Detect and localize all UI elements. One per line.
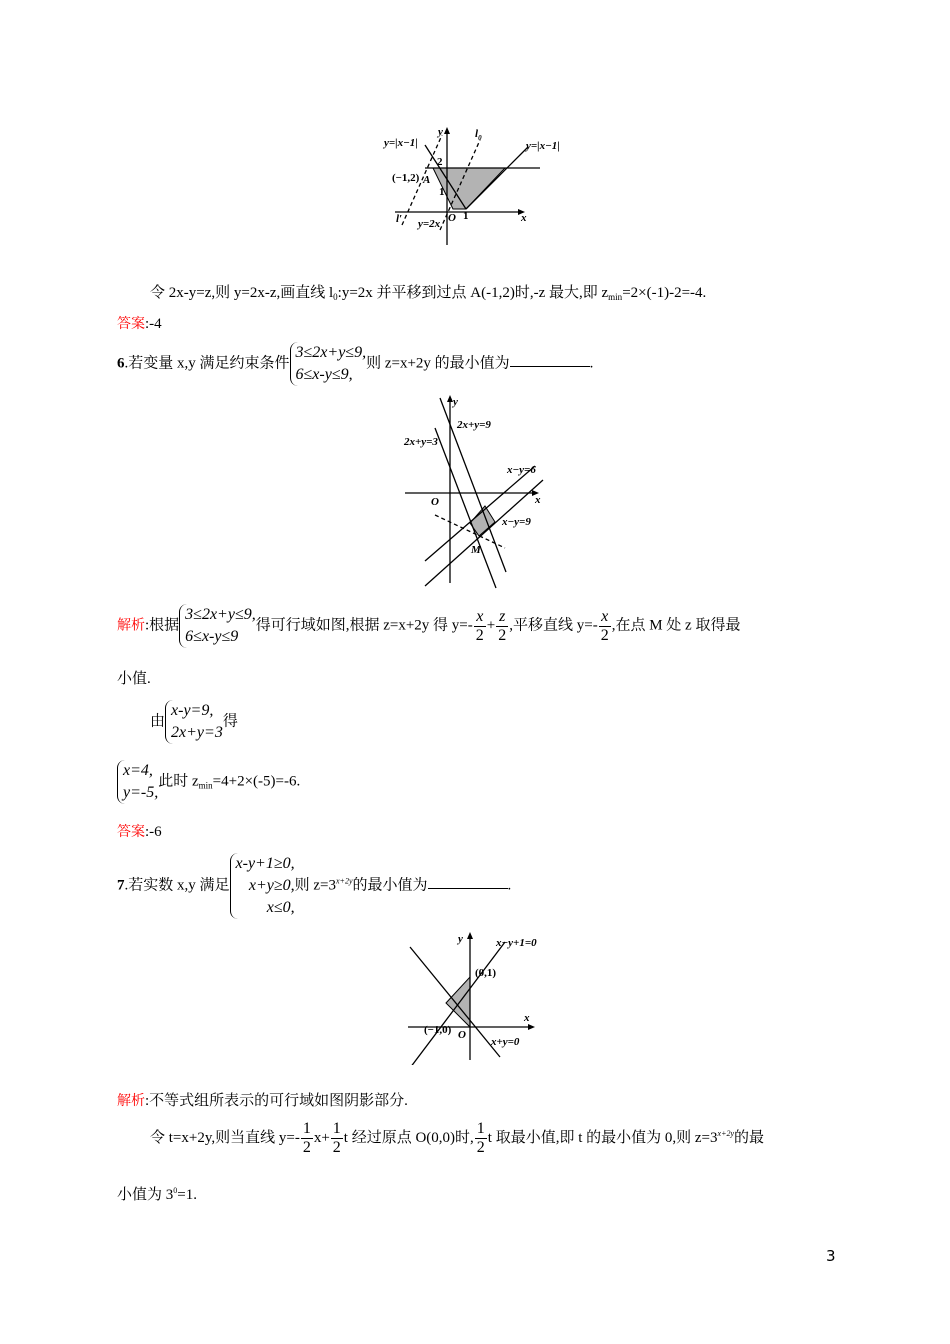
q7-answer-blank [428, 876, 508, 889]
fig1-label-x: x [521, 212, 527, 224]
fig3-label-x: x [524, 1012, 530, 1024]
fig1-label-y2x: y=2x [418, 218, 441, 230]
figure-3-feasible-region [400, 930, 560, 1065]
q7-analysis-line1: 解析:不等式组所表示的可行域如图阴影部分. [117, 1093, 408, 1109]
fig2-label-xy6: x−y=6 [507, 464, 536, 476]
fig1-label-y: y [438, 126, 443, 138]
fig1-label-1x: 1 [463, 210, 469, 222]
fig3-label-O: O [458, 1029, 466, 1041]
q7-analysis-line3: 小值为 $3^0=1$. [117, 1186, 197, 1203]
fig3-label-01: (0,1) [475, 967, 497, 979]
fig2-label-2xy3: 2x+y=3 [404, 436, 438, 448]
fig1-label-l: l′ [396, 213, 403, 225]
figure-2-feasible-region [395, 393, 550, 593]
fig3-label-line2: x+y=0 [491, 1036, 520, 1048]
fig1-label-O: O [448, 212, 456, 224]
q5-solution-text: 令 2x-y=z,则 y=2x-z,画直线 $l_0:y=2x$ 并平移到过点 A(-1,2)时,-z 最大,即 $z_{min}=2\times(-1)-2=-4$. [150, 285, 707, 302]
fig2-label-2xy9: 2x+y=9 [457, 419, 491, 431]
fig1-label-point: (−1,2) [392, 172, 420, 184]
q6-question: 6.若变量 x,y 满足约束条件 3≤2x+y≤9, 6≤x-y≤9, 则 z=x+2y 的最小值为 . [117, 342, 593, 386]
fig2-label-y: y [453, 396, 458, 408]
q6-system-solve: 由 x-y=9, 2x+y=3 得 [150, 700, 238, 744]
fig2-label-M: M [471, 544, 481, 556]
q6-answer-blank [510, 354, 590, 367]
fig1-label-1y: 1 [439, 186, 445, 198]
q6-analysis-line1: 解析:根据 3≤2x+y≤9, 6≤x-y≤9 得可行域如图,根据 z=x+2y 得 y=- $\frac{x}{2}$ + $\frac{z}{2}$ ,平移直线 y=- $\frac{x}{2}$ ,在点 M 处 z 取得最 [117, 604, 740, 648]
q6-answer: 答案:-6 [117, 824, 162, 840]
q7-constraint-system: x-y+1≥0, x+y≥0, x≤0, [230, 853, 295, 919]
fig1-label-yabs-left: y=|x−1| [384, 137, 418, 149]
page-number: 3 [826, 1247, 836, 1265]
fig3-label-m10: (−1,0) [424, 1024, 452, 1036]
fig3-label-y: y [458, 933, 463, 945]
fig1-label-yabs-right: y=|x−1| [526, 140, 560, 152]
fig1-label-l0: $l_0$ [475, 128, 482, 142]
fig2-label-x: x [535, 494, 541, 506]
fig2-label-O: O [431, 496, 439, 508]
q6-analysis-line2: 小值. [117, 671, 151, 687]
q6-constraint-system: 3≤2x+y≤9, 6≤x-y≤9, [290, 342, 367, 386]
q5-answer: 答案:-4 [117, 316, 162, 332]
fig1-label-2: 2 [437, 156, 443, 168]
fig3-label-line1: x−y+1=0 [496, 937, 537, 949]
q6-system-result: x=4, y=-5, 此时 $z_{min}=4+2\times(-5)=-6$. [117, 760, 300, 804]
fig2-label-xy9: x−y=9 [502, 516, 531, 528]
fig1-label-A: A [423, 174, 431, 186]
q7-analysis-line2: 令 t=x+2y,则当直线 y=- $\frac{1}{2}$ x+ $\frac{1}{2}$ t 经过原点 O(0,0)时, $\frac{1}{2}$ t 取最小值,即 t 的最小值为 0,则 $z=3^{x+2y}$的最 [150, 1120, 765, 1156]
q7-question: 7.若实数 x,y 满足 x-y+1≥0, x+y≥0, x≤0, 则 $z=3^{x+2y}$的最小值为 . [117, 853, 511, 919]
figure-1-abs-value-region [380, 125, 580, 250]
